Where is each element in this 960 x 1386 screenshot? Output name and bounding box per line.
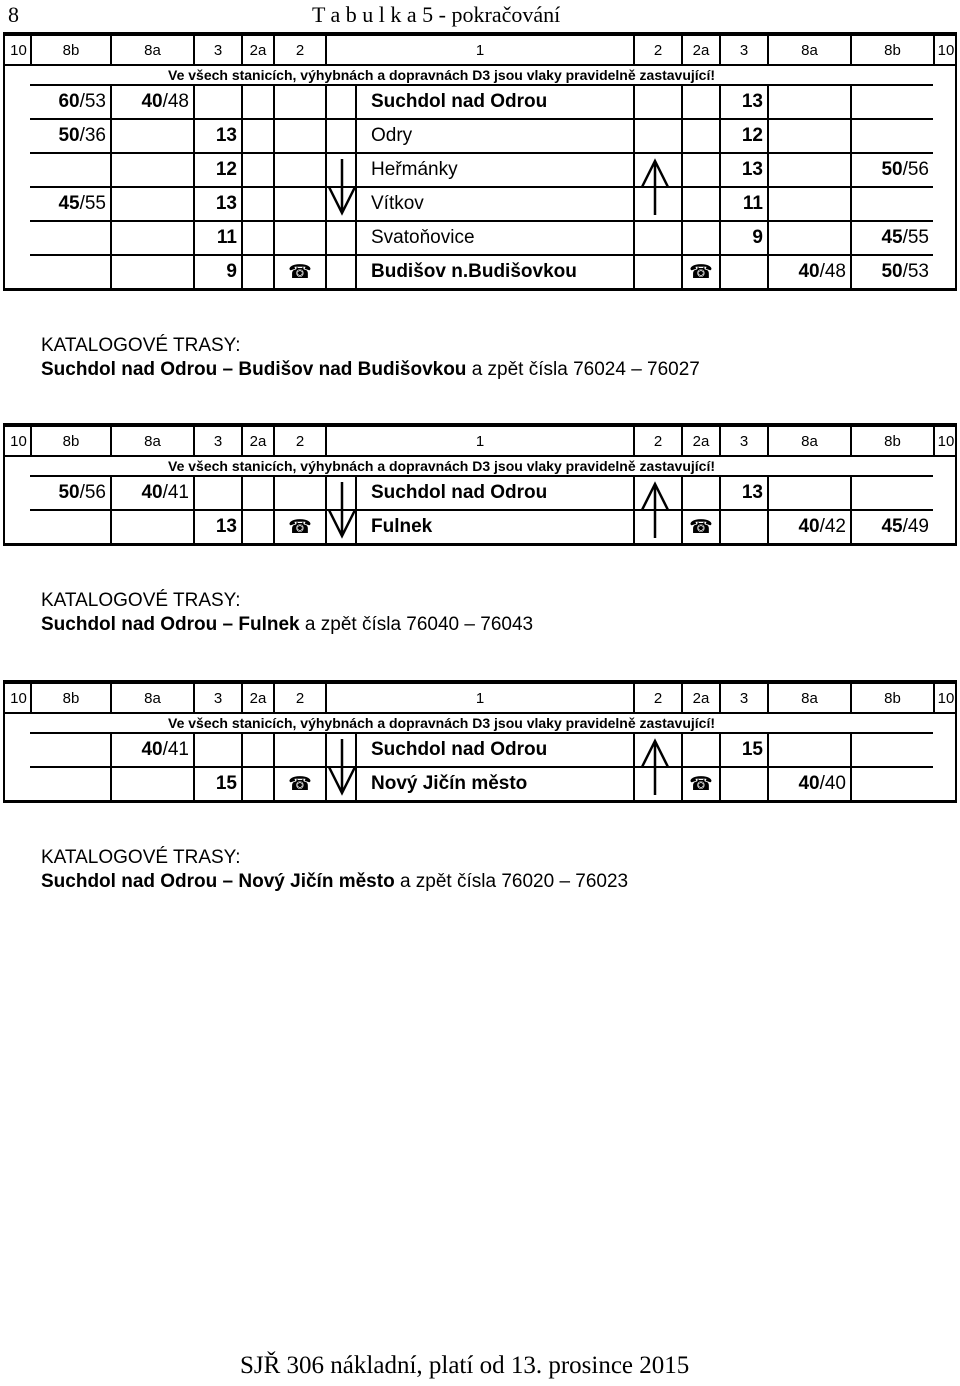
column-header: 10 [10,41,27,59]
arrow-down-icon [327,737,357,797]
time-cell: 12 [193,152,241,186]
time-cell [110,254,193,288]
time-cell [767,220,850,254]
timetable-section [3,32,957,291]
empty-cell [633,254,681,288]
empty-cell [241,475,273,509]
column-header: 1 [325,36,633,64]
column-header: 10 [10,689,27,707]
column-header: 2 [633,427,681,455]
catalog-route [41,614,533,636]
telephone-icon: ☎ [273,509,325,543]
empty-cell [681,732,719,766]
empty-cell [633,84,681,118]
footer: SJŘ 306 nákladní, platí od 13. prosince 2015 [240,1352,690,1379]
time-cell: 40 /48 [767,254,850,288]
time-cell: 13 [193,509,241,543]
station-name: Suchdol nad Odrou [355,732,633,766]
column-header: 2a [681,36,719,64]
column-header: 10 [933,36,957,64]
time-cell: 40 /41 [110,475,193,509]
time-cell [110,118,193,152]
time-cell [30,220,110,254]
time-cell: 40 /40 [767,766,850,800]
empty-cell [241,254,273,288]
time-cell [767,84,850,118]
time-cell: 9 [193,254,241,288]
column-header: 8b [30,36,110,64]
stopping-note: Ve všech stanicích, výhybnách a dopravnách D3 jsou vlaky pravidelně zastavující! [3,714,957,732]
time-cell: 13 [193,118,241,152]
station-name: Suchdol nad Odrou [355,475,633,509]
time-cell [193,732,241,766]
empty-cell [633,220,681,254]
column-header: 3 [193,684,241,712]
time-cell [719,509,767,543]
column-header: 2 [633,36,681,64]
empty-cell [681,84,719,118]
column-header: 8a [110,684,193,712]
time-cell [767,118,850,152]
arrow-up-icon [640,157,670,217]
time-cell: 9 [719,220,767,254]
timetable-section [3,680,957,803]
empty-cell [273,84,325,118]
station-name: Suchdol nad Odrou [355,84,633,118]
time-cell [30,766,110,800]
time-cell: 45 /55 [30,186,110,220]
empty-cell [681,118,719,152]
column-header: 8b [30,427,110,455]
time-cell: 45 /49 [850,509,933,543]
column-header: 10 [10,432,27,450]
column-header: 8b [850,36,933,64]
time-cell: 13 [719,84,767,118]
telephone-icon: ☎ [273,254,325,288]
empty-cell [273,152,325,186]
column-header: 2a [681,427,719,455]
time-cell [767,475,850,509]
arrow-down-icon [327,157,357,217]
column-header: 2 [273,427,325,455]
empty-cell [273,186,325,220]
time-cell [850,186,933,220]
catalog-route-name: Suchdol nad Odrou – Budišov nad Budišovkou [41,359,467,380]
page-title: T a b u l k a 5 - pokračování [312,2,561,27]
column-header: 2 [273,684,325,712]
catalog-route [41,359,700,381]
empty-cell [273,732,325,766]
arrow-up-icon [640,480,670,540]
time-cell [719,766,767,800]
empty-cell [325,84,355,118]
empty-cell [241,186,273,220]
station-row [5,84,955,118]
station-name: Odry [355,118,633,152]
empty-cell [273,118,325,152]
station-row [5,509,955,543]
station-row [5,475,955,509]
time-cell: 11 [193,220,241,254]
empty-cell [241,152,273,186]
time-cell [850,84,933,118]
time-cell [30,732,110,766]
catalog-route-numbers: a zpět čísla 76024 – 76027 [466,359,700,380]
empty-cell [681,186,719,220]
empty-cell [325,254,355,288]
time-cell [767,152,850,186]
empty-cell [273,220,325,254]
time-cell [110,152,193,186]
empty-cell [241,220,273,254]
empty-cell [633,118,681,152]
telephone-icon: ☎ [273,766,325,800]
time-cell [30,509,110,543]
column-header: 3 [719,427,767,455]
time-cell [719,254,767,288]
column-header-row [3,423,957,457]
arrow-down-icon [327,480,357,540]
station-row [5,220,955,254]
telephone-icon: ☎ [681,254,719,288]
time-cell [767,186,850,220]
time-cell: 40 /42 [767,509,850,543]
time-cell: 50 /53 [850,254,933,288]
catalog-route-numbers: a zpět čísla 76040 – 76043 [299,614,534,635]
time-cell: 50 /56 [30,475,110,509]
time-cell [850,118,933,152]
catalog-label: KATALOGOVÉ TRASY: [41,590,241,611]
empty-cell [241,118,273,152]
catalog-route-numbers: a zpět čísla 76020 – 76023 [394,871,629,892]
empty-cell [325,220,355,254]
column-header: 8a [110,427,193,455]
column-header: 8a [767,684,850,712]
column-header: 10 [933,684,957,712]
time-cell [30,254,110,288]
catalog-route [41,871,628,893]
time-cell: 12 [719,118,767,152]
station-name: Vítkov [355,186,633,220]
station-row [5,766,955,800]
time-cell: 13 [719,152,767,186]
empty-cell [681,220,719,254]
column-header: 1 [325,684,633,712]
empty-cell [681,475,719,509]
time-cell: 50 /36 [30,118,110,152]
empty-cell [325,118,355,152]
empty-cell [241,766,273,800]
time-cell: 11 [719,186,767,220]
time-cell: 45 /55 [850,220,933,254]
catalog-label: KATALOGOVÉ TRASY: [41,335,241,356]
empty-cell [241,84,273,118]
arrow-up-icon [640,737,670,797]
station-row [5,152,955,186]
time-cell: 40 /41 [110,732,193,766]
column-header-row [3,680,957,714]
stopping-note: Ve všech stanicích, výhybnách a dopravnách D3 jsou vlaky pravidelně zastavující! [3,457,957,475]
empty-cell [681,152,719,186]
column-header: 2a [241,684,273,712]
column-header: 2a [681,684,719,712]
column-header: 3 [719,36,767,64]
column-header: 2a [241,427,273,455]
station-name: Svatoňovice [355,220,633,254]
timetable-section [3,423,957,546]
station-name: Nový Jičín město [355,766,633,800]
column-header: 2 [273,36,325,64]
column-header: 2 [633,684,681,712]
column-header: 8a [767,427,850,455]
station-row [5,732,955,766]
time-cell [193,475,241,509]
column-header: 8b [850,427,933,455]
time-cell [850,732,933,766]
column-header: 3 [719,684,767,712]
time-cell [110,186,193,220]
column-header: 3 [193,427,241,455]
empty-cell [241,732,273,766]
time-cell [850,475,933,509]
station-name: Fulnek [355,509,633,543]
time-cell [767,732,850,766]
time-cell: 60 /53 [30,84,110,118]
catalog-route-name: Suchdol nad Odrou – Fulnek [41,614,300,635]
time-cell: 13 [719,475,767,509]
station-name: Heřmánky [355,152,633,186]
time-cell: 50 /56 [850,152,933,186]
time-cell: 15 [719,732,767,766]
station-row [5,254,955,288]
time-cell: 15 [193,766,241,800]
time-cell [30,152,110,186]
column-header: 8a [110,36,193,64]
station-name: Budišov n.Budišovkou [355,254,633,288]
column-header: 3 [193,36,241,64]
stopping-note: Ve všech stanicích, výhybnách a dopravnách D3 jsou vlaky pravidelně zastavující! [3,66,957,84]
station-row [5,118,955,152]
time-cell [193,84,241,118]
time-cell [110,766,193,800]
empty-cell [273,475,325,509]
column-header: 8a [767,36,850,64]
column-header: 1 [325,427,633,455]
column-header: 2a [241,36,273,64]
time-cell: 40 /48 [110,84,193,118]
column-header: 8b [850,684,933,712]
page-number: 8 [8,2,19,27]
telephone-icon: ☎ [681,766,719,800]
time-cell [110,509,193,543]
time-cell: 13 [193,186,241,220]
time-cell [110,220,193,254]
time-cell [850,766,933,800]
column-header: 10 [933,427,957,455]
catalog-label: KATALOGOVÉ TRASY: [41,847,241,868]
catalog-route-name: Suchdol nad Odrou – Nový Jičín město [41,871,395,892]
telephone-icon: ☎ [681,509,719,543]
column-header-row [3,32,957,66]
empty-cell [241,509,273,543]
station-row [5,186,955,220]
column-header: 8b [30,684,110,712]
